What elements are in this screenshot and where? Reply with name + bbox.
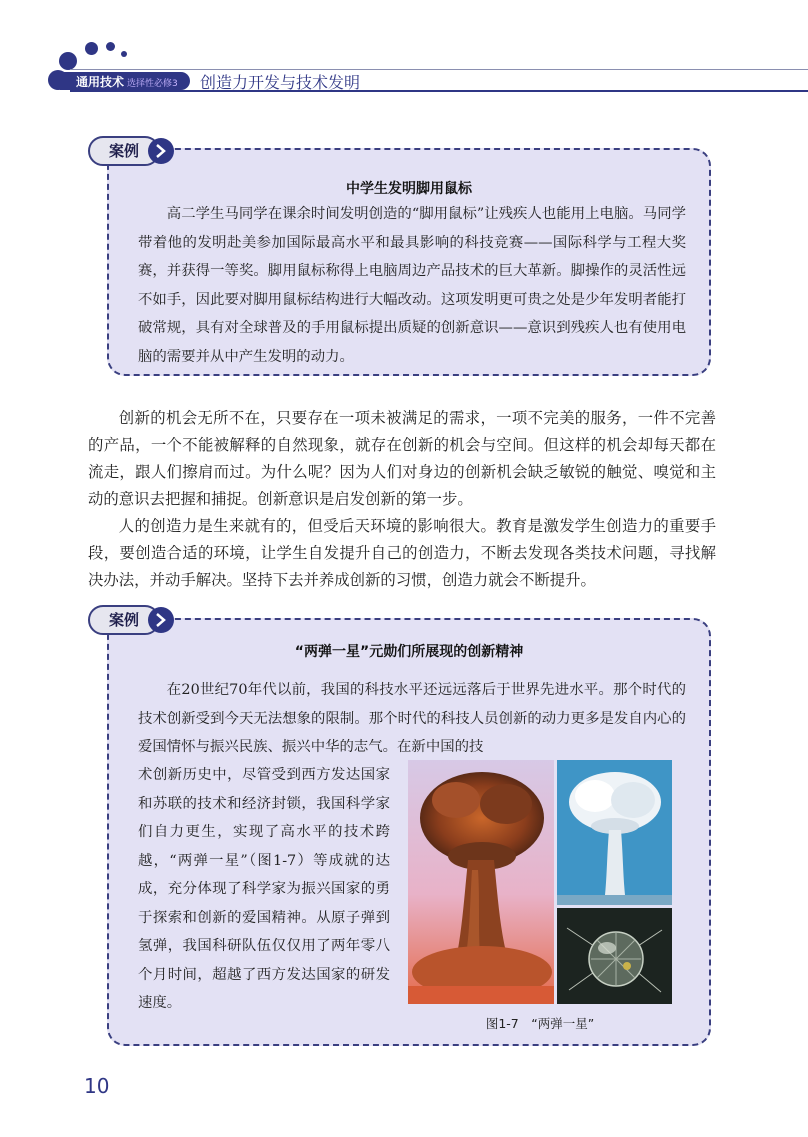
body-paragraph-2: 人的创造力是生来就有的，但受后天环境的影响很大。教育是激发学生创造力的重要手段，要创造合适的环境，让学生自发提升自己的创造力，不断去发现各类技术问题，寻找解决办法，并动手解决。坚持下去并养成创新的习惯，创造力就会不断提升。 bbox=[88, 517, 716, 589]
atomic-bomb-cloud-image bbox=[408, 760, 554, 1004]
figure-caption: 图1-7 “两弹一星” bbox=[485, 1016, 595, 1031]
page-number: 10 bbox=[84, 1074, 110, 1098]
body-paragraph-1: 创新的机会无所不在，只要存在一项未被满足的需求，一项不完美的服务，一件不完善的产品，一个不能被解释的自然现象，就存在创新的机会与空间。但这样的机会却每天都在流走，跟人们擦肩而过。为什么呢？因为人们对身边的创新机会缺乏敏锐的触觉、嗅觉和主动的意识去把握和捕捉。创新意识是启发创新的第一步。 bbox=[88, 409, 716, 508]
header-dot bbox=[85, 42, 98, 55]
page-header bbox=[0, 0, 808, 110]
book-subtitle: 选择性必修3 bbox=[127, 79, 178, 89]
chevron-right-icon bbox=[148, 138, 174, 164]
body-text bbox=[88, 405, 716, 594]
case-text-2-top: 在20世纪70年代以前，我国的科技水平还远远落后于世界先进水平。那个时代的技术创新受到今天无法想象的限制。那个时代的科技人员创新的动力更多是发自内心的爱国情怀与振兴民族、振兴中华的志气。在新中国的技 bbox=[138, 682, 686, 755]
satellite-image bbox=[557, 908, 672, 1004]
case-text-2-side: 术创新历史中，尽管受到西方发达国家和苏联的技术和经济封锁，我国科学家们自力更生，实现了高水平的技术跨越，“两弹一星”（图1-7）等成就的达成，充分体现了科学家为振兴国家的勇于探索和创新的爱国精神。从原子弹到氢弹，我国科研队伍仅仅用了两年零八个月时间，超越了西方发达国家的研发速度。 bbox=[138, 767, 390, 1011]
case-title-1: 中学生发明脚用鼠标 bbox=[346, 181, 472, 197]
case-tag-label: 案例 bbox=[108, 142, 139, 160]
chapter-title: 创造力开发与技术发明 bbox=[200, 73, 361, 92]
case-text-1: 高二学生马同学在课余时间发明创造的“脚用鼠标”让残疾人也能用上电脑。马同学带着他的发明赴美参加国际最高水平和最具影响的科技竞赛——国际科学与工程大奖赛，并获得一等奖。脚用鼠标称得上电脑周边产品技术的巨大革新。脚操作的灵活性远不如手，因此要对脚用鼠标结构进行大幅改动。这项发明更可贵之处是少年发明者能打破常规，具有对全球普及的手用鼠标提出质疑的创新意识——意识到残疾人也有使用电脑的需要并从中产生发明的动力。 bbox=[138, 206, 686, 365]
case-title-2: “两弹一星”元勋们所展现的创新精神 bbox=[294, 644, 524, 660]
chevron-right-icon bbox=[148, 607, 174, 633]
hydrogen-bomb-cloud-image bbox=[557, 760, 672, 905]
header-dot bbox=[121, 51, 127, 57]
case-tag-2 bbox=[88, 605, 176, 637]
header-rule bbox=[70, 90, 808, 92]
header-dot bbox=[59, 52, 77, 70]
figure-two-bombs-one-satellite bbox=[408, 760, 672, 1004]
case-tag-1 bbox=[88, 136, 176, 168]
case-tag-label: 案例 bbox=[108, 611, 139, 629]
header-rule bbox=[70, 69, 808, 70]
book-name: 通用技术 选择性必修3 bbox=[76, 75, 178, 89]
header-dot bbox=[106, 42, 115, 51]
